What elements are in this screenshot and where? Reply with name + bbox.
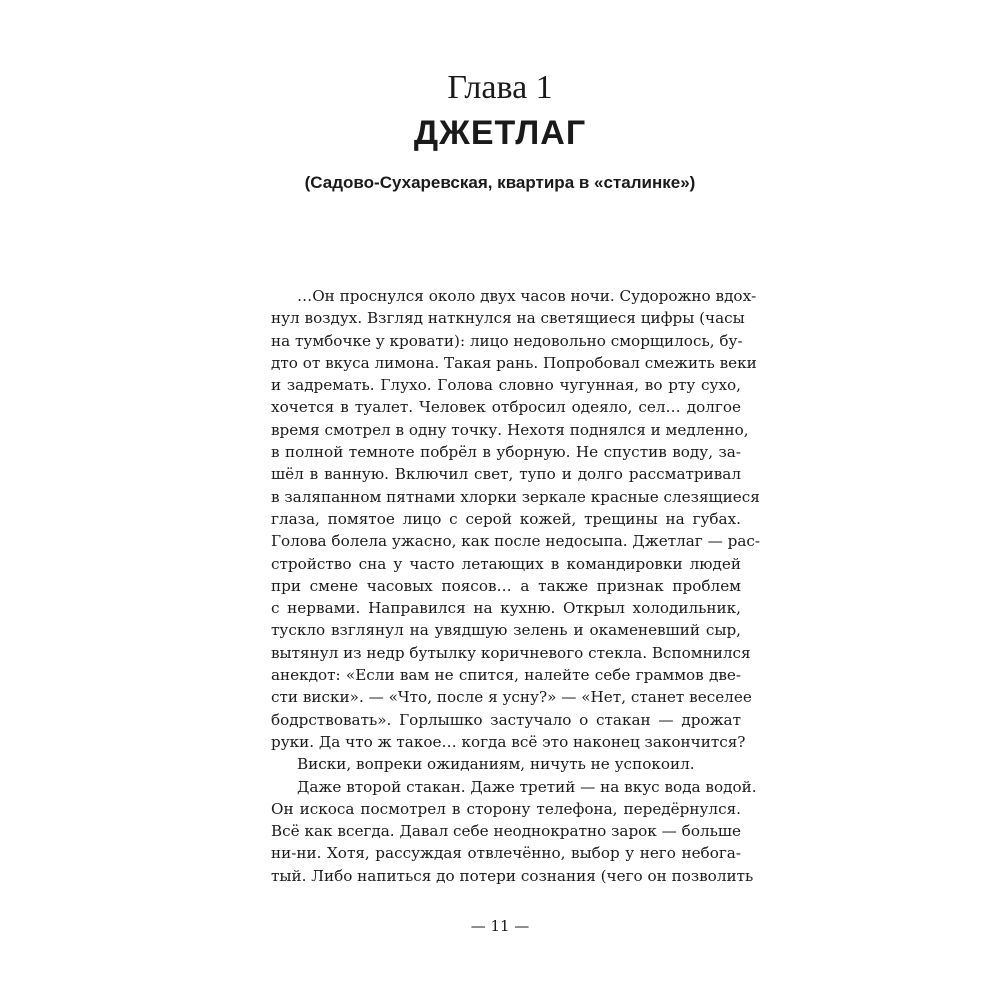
- text-line: с нервами. Направился на кухню. Открыл холодильник,: [271, 599, 741, 618]
- text-line: вытянул из недр бутылку коричневого стекла. Вспомнился: [271, 643, 751, 662]
- text-line: дто от вкуса лимона. Такая рань. Попробовал смежить веки: [271, 353, 757, 372]
- text-line: Голова болела ужасно, как после недосыпа. Джетлаг — рас-: [271, 532, 761, 551]
- text-line: шёл в ванную. Включил свет, тупо и долго рассматривал: [271, 465, 741, 484]
- text-line: время смотрел в одну точку. Нехотя поднялся и медленно,: [271, 420, 749, 439]
- text-line: хочется в туалет. Человек отбросил одеяло, сел… долгое: [271, 398, 741, 417]
- text-line: на тумбочке у кровати): лицо недовольно сморщилось, бу-: [271, 331, 743, 350]
- text-line: сти виски». — «Что, после я усну?» — «Нет, станет веселее: [271, 688, 752, 707]
- page-number: — 11 —: [470, 917, 530, 935]
- text-line: Виски, вопреки ожиданиям, ничуть не успокоил.: [297, 755, 695, 774]
- text-line: тускло взглянул на увядшую зелень и окаменевший сыр,: [271, 621, 741, 640]
- chapter-subtitle: (Садово-Сухаревская, квартира в «сталинке»): [304, 173, 696, 192]
- text-line: стройство сна у часто летающих в командировки людей: [271, 554, 741, 573]
- chapter-title: ДЖЕТЛАГ: [413, 114, 587, 152]
- chapter-number: Глава 1: [447, 69, 553, 106]
- text-line: руки. Да что ж такое… когда всё это наконец закончится?: [271, 732, 746, 751]
- text-line: Всё как всегда. Давал себе неоднократно зарок — больше: [271, 822, 741, 841]
- text-line: и задремать. Глухо. Голова словно чугунная, во рту сухо,: [271, 376, 741, 395]
- text-line: бодрствовать». Горлышко застучало о стакан — дрожат: [271, 710, 741, 729]
- text-line: Он искоса посмотрел в сторону телефона, передёрнулся.: [271, 799, 741, 818]
- text-line: Даже второй стакан. Даже третий — на вкус вода водой.: [297, 777, 757, 796]
- text-line: в заляпанном пятнами хлорки зеркале красные слезящиеся: [271, 487, 760, 506]
- body-text: [271, 285, 761, 887]
- text-line: нул воздух. Взгляд наткнулся на светящиеся цифры (часы: [271, 309, 745, 328]
- text-line: анекдот: «Если вам не спится, налейте себе граммов двe-: [271, 666, 741, 685]
- text-line: в полной темноте побрёл в уборную. Не спустив воду, за-: [271, 443, 741, 462]
- text-line: глаза, помятое лицо с серой кожей, трещины на губах.: [271, 509, 741, 528]
- text-line: ни-ни. Хотя, рассуждая отвлечённо, выбор у него небога-: [271, 844, 741, 863]
- text-line: …Он проснулся около двух часов ночи. Судорожно вдох-: [297, 287, 757, 305]
- text-line: при смене часовых поясов… а также признак проблем: [271, 576, 741, 595]
- text-line: тый. Либо напиться до потери сознания (чего он позволить: [271, 866, 754, 885]
